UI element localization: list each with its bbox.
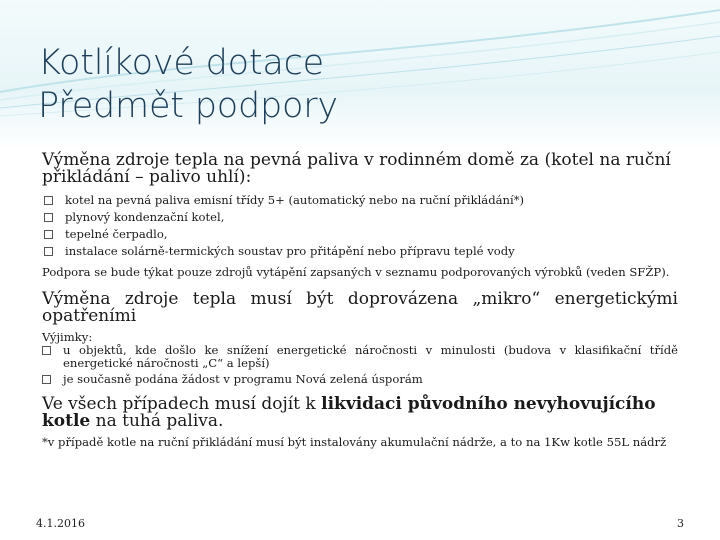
intro-paragraph: Výměna zdroje tepla na pevná paliva v rodinném domě za (kotel na ruční přikládání – palivo uhlí): [42,150,671,187]
mikro-heading: Výměna zdroje tepla musí být doprovázena „mikro“ energetickými opatřeními [42,289,678,326]
list-item: tepelné čerpadlo, [44,228,678,241]
slide-content [42,152,678,449]
slide-date: 4.1.2016 [36,517,85,530]
slide-page-number: 3 [677,517,684,530]
slide-title [38,42,338,128]
list-item: plynový kondenzační kotel, [44,211,678,224]
list-item: je současně podána žádost v programu Nová zelená úsporám [42,373,678,386]
liquidation-emphasis: likvidaci původního nevyhovujícího kotle [42,394,656,431]
exceptions-label: Výjimky: [42,330,93,344]
list-item: u objektů, kde došlo ke snížení energetické náročnosti v minulosti (budova v klasifikační třídě energetické náročnosti „C“ a lepší) [42,344,678,370]
footnote: *v případě kotle na ruční přikládání musí být instalovány akumulační nádrže, a to na 1Kw kotle 55L nádrž [42,435,667,449]
checkbox-bullet-icon [44,247,53,256]
title-line-2: Předmět podpory [38,86,338,126]
support-items-list [44,194,678,258]
checkbox-bullet-icon [44,230,53,239]
title-line-1: Kotlíkové dotace [38,43,324,83]
liquidation-paragraph: Ve všech případech musí dojít k likvidaci původního nevyhovujícího kotle na tuhá paliva. [42,394,656,431]
checkbox-bullet-icon [44,213,53,222]
list-item: instalace solárně-termických soustav pro přitápění nebo přípravu teplé vody [44,245,678,258]
exceptions-list [42,344,678,386]
support-note: Podpora se bude týkat pouze zdrojů vytápění zapsaných v seznamu podporovaných výrobků (veden SFŽP). [42,265,670,279]
list-item: kotel na pevná paliva emisní třídy 5+ (automatický nebo na ruční přikládání*) [44,194,678,207]
checkbox-bullet-icon [42,375,51,384]
checkbox-bullet-icon [44,196,53,205]
checkbox-bullet-icon [42,346,51,355]
